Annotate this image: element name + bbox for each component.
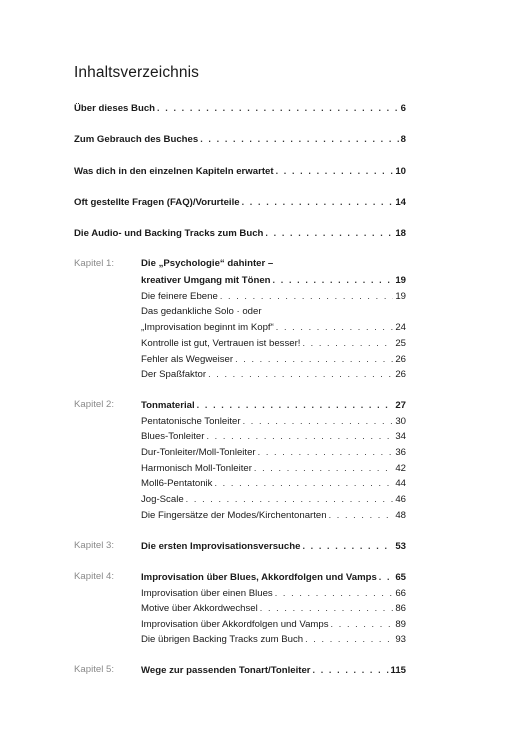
chapter-heading <box>141 397 406 413</box>
chapter-title: Die ersten Improvisationsversuche <box>141 541 301 552</box>
chapter-page: 53 <box>395 541 406 552</box>
section-entry <box>141 475 406 491</box>
section-page: 36 <box>395 447 406 458</box>
chapter-page: 115 <box>390 665 406 676</box>
section-text: „Improvisation beginnt im Kopf“ <box>141 322 274 333</box>
section-entry <box>141 507 406 523</box>
section-entry <box>141 616 406 632</box>
dot-leader <box>254 460 393 476</box>
section-entry <box>141 319 406 335</box>
dot-leader <box>206 428 393 444</box>
dot-leader <box>329 507 394 523</box>
dot-leader <box>273 272 394 288</box>
toc-entry-page: 10 <box>395 166 406 177</box>
section-text: Jog-Scale <box>141 494 184 505</box>
chapter-title: Tonmaterial <box>141 400 195 411</box>
dot-leader <box>331 616 394 632</box>
dot-leader <box>265 225 393 241</box>
section-text: Moll6-Pentatonik <box>141 478 213 489</box>
chapter-label: Kapitel 2: <box>74 399 115 410</box>
chapter-label: Kapitel 4: <box>74 571 115 582</box>
section-entry <box>141 460 406 476</box>
chapter-heading <box>141 538 406 554</box>
toc-entry-page: 6 <box>400 103 406 114</box>
dot-leader <box>313 662 389 678</box>
toc-entry-text: Was dich in den einzelnen Kapiteln erwartet <box>74 166 274 177</box>
section-entry <box>141 351 406 367</box>
chapter-label: Kapitel 1: <box>74 258 115 269</box>
dot-leader <box>186 491 394 507</box>
chapter-title: Wege zur passenden Tonart/Tonleiter <box>141 665 311 676</box>
section-text: Harmonisch Moll-Tonleiter <box>141 463 252 474</box>
section-page: 26 <box>395 354 406 365</box>
toc-entry <box>74 194 406 210</box>
section-entry <box>141 413 406 429</box>
section-text: Die Fingersätze der Modes/Kirchentonarten <box>141 510 327 521</box>
section-entry <box>141 491 406 507</box>
section-page: 19 <box>395 291 406 302</box>
section-page: 24 <box>395 322 406 333</box>
section-text: Die übrigen Backing Tracks zum Buch <box>141 634 304 645</box>
dot-leader <box>258 444 394 460</box>
dot-leader <box>220 288 394 304</box>
section-text: Der Spaßfaktor <box>141 369 207 380</box>
chapter-title: kreativer Umgang mit Tönen <box>141 275 271 286</box>
chapter-page: 65 <box>395 572 406 583</box>
dot-leader <box>276 319 394 335</box>
dot-leader <box>379 569 394 585</box>
dot-leader <box>276 163 394 179</box>
chapter-heading <box>141 569 406 585</box>
section-text: Die feinere Ebene <box>141 291 218 302</box>
section-page: 66 <box>395 588 406 599</box>
dot-leader <box>235 351 393 367</box>
section-page: 48 <box>395 510 406 521</box>
section-page: 30 <box>395 416 406 427</box>
section-entry <box>141 335 406 351</box>
section-page: 42 <box>395 463 406 474</box>
dot-leader <box>214 475 393 491</box>
dot-leader <box>305 631 393 647</box>
section-text: Pentatonische Tonleiter <box>141 416 241 427</box>
section-entry <box>141 600 406 616</box>
dot-leader <box>197 397 394 413</box>
chapter-page: 27 <box>395 400 406 411</box>
section-entry <box>141 444 406 460</box>
section-page: 86 <box>395 603 406 614</box>
section-entry <box>141 428 406 444</box>
chapter-title: Improvisation über Blues, Akkordfolgen und Vamps <box>141 572 377 583</box>
dot-leader <box>157 100 399 116</box>
chapter-label: Kapitel 3: <box>74 540 115 551</box>
section-entry <box>141 288 406 304</box>
toc-entry-page: 8 <box>400 134 406 145</box>
section-text: Motive über Akkordwechsel <box>141 603 258 614</box>
toc-entry-text: Zum Gebrauch des Buches <box>74 134 199 145</box>
toc-entry <box>74 163 406 179</box>
toc-entry <box>74 131 406 147</box>
section-page: 46 <box>395 494 406 505</box>
toc-entry-page: 14 <box>395 197 406 208</box>
section-page: 89 <box>395 619 406 630</box>
chapter-label: Kapitel 5: <box>74 664 115 675</box>
toc-entry-text: Oft gestellte Fragen (FAQ)/Vorurteile <box>74 197 240 208</box>
section-page: 34 <box>395 431 406 442</box>
section-page: 44 <box>395 478 406 489</box>
section-text: Dur-Tonleiter/Moll-Tonleiter <box>141 447 256 458</box>
section-page: 26 <box>395 369 406 380</box>
toc-entry <box>74 225 406 241</box>
toc-entry-page: 18 <box>395 228 406 239</box>
dot-leader <box>200 131 398 147</box>
section-page: 93 <box>395 634 406 645</box>
toc-entry <box>74 100 406 116</box>
section-text: Fehler als Wegweiser <box>141 354 234 365</box>
chapter-heading <box>141 662 406 678</box>
chapter-page: 19 <box>395 275 406 286</box>
section-text: Blues-Tonleiter <box>141 431 205 442</box>
section-text: Improvisation über einen Blues <box>141 588 273 599</box>
section-text: Kontrolle ist gut, Vertrauen ist besser! <box>141 338 301 349</box>
section-entry <box>141 366 406 382</box>
dot-leader <box>243 413 394 429</box>
page-title: Inhaltsverzeichnis <box>74 64 199 81</box>
dot-leader <box>260 600 394 616</box>
section-text: Das gedankliche Solo · oder <box>141 306 262 317</box>
section-page: 25 <box>395 338 406 349</box>
dot-leader <box>208 366 393 382</box>
chapter-title: Die „Psychologie“ dahinter – <box>141 258 274 269</box>
section-text: Improvisation über Akkordfolgen und Vamps <box>141 619 329 630</box>
dot-leader <box>302 335 393 351</box>
dot-leader <box>302 538 393 554</box>
section-entry <box>141 585 406 601</box>
toc-entry-text: Über dieses Buch <box>74 103 156 114</box>
dot-leader <box>275 585 394 601</box>
section-entry <box>141 631 406 647</box>
toc-entry-text: Die Audio- und Backing Tracks zum Buch <box>74 228 264 239</box>
chapter-heading <box>141 272 406 288</box>
dot-leader <box>242 194 394 210</box>
